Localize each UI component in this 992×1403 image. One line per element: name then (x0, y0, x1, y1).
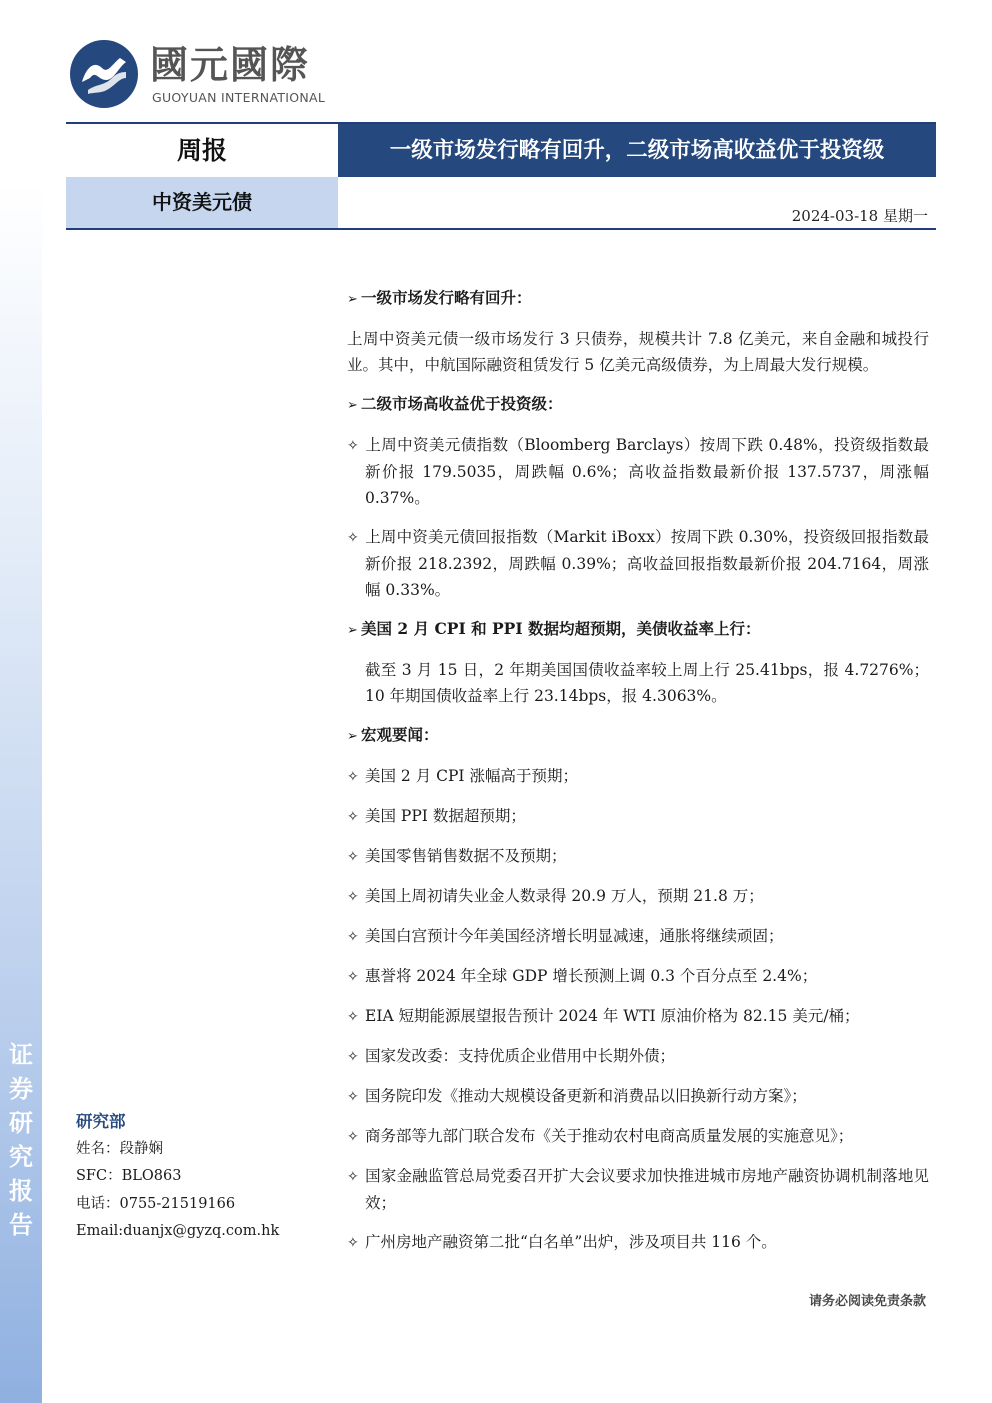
section-title-secondary: ➢ 二级市场高收益优于投资级： (347, 391, 929, 419)
brand-name-en: GUOYUAN INTERNATIONAL (152, 90, 326, 105)
star-icon: ✧ (347, 1089, 359, 1105)
star-icon: ✧ (347, 1009, 359, 1025)
star-icon: ✧ (347, 1235, 359, 1251)
list-item: ✧ 上周中资美元债指数（Bloomberg Barclays）按周下跌 0.48%，投资级指数最新价报 179.5035，周跌幅 0.6%；高收益指数最新价报 137.5737，周涨幅 0.37%。 (347, 432, 929, 511)
disclaimer-link[interactable]: 请务必阅读免责条款 (808, 1294, 926, 1309)
list-item: ✧ 国家发改委：支持优质企业借用中长期外债； (347, 1043, 929, 1070)
logo-mark-icon (68, 38, 140, 110)
list-item: ✧ 美国 PPI 数据超预期； (347, 803, 929, 830)
list-item: ✧ 上周中资美元债回报指数（Markit iBoxx）按周下跌 0.30%，投资级回报指数最新价报 218.2392，周跌幅 0.39%；高收益回报指数最新价报 204.7164，周涨幅 0.33%。 (347, 524, 929, 603)
star-icon: ✧ (347, 1169, 359, 1185)
analyst-dept: 研究部 (76, 1112, 126, 1131)
report-type: 周报 (176, 136, 227, 165)
list-item: ✧ 国务院印发《推动大规模设备更新和消费品以旧换新行动方案》； (347, 1083, 929, 1110)
side-strip-char: 告 (9, 1210, 33, 1239)
star-icon: ✧ (347, 769, 359, 785)
star-icon: ✧ (347, 438, 359, 454)
list-item: ✧ 国家金融监管总局党委召开扩大会议要求加快推进城市房地产融资协调机制落地见效； (347, 1163, 929, 1216)
analyst-info (76, 1108, 336, 1246)
arrow-icon: ➢ (347, 292, 358, 307)
treasury-text: 截至 3 月 15 日，2 年期美国国债收益率较上周上行 25.41bps，报 4.7276%；10 年期国债收益率上行 23.14bps，报 4.3063%。 (365, 661, 929, 705)
section-title-primary: ➢ 一级市场发行略有回升： (347, 285, 929, 313)
star-icon: ✧ (347, 809, 359, 825)
list-item: ✧ 美国白宫预计今年美国经济增长明显减速，通胀将继续顽固； (347, 923, 929, 950)
section-title-treasury: ➢ 美国 2 月 CPI 和 PPI 数据均超预期，美债收益率上行： (347, 616, 929, 644)
star-icon: ✧ (347, 1049, 359, 1065)
side-strip-char: 证 (9, 1040, 33, 1069)
arrow-icon: ➢ (347, 623, 358, 638)
list-item: ✧ 美国上周初请失业金人数录得 20.9 万人，预期 21.8 万； (347, 883, 929, 910)
section-title-macro: ➢ 宏观要闻： (347, 722, 929, 750)
list-item: ✧ 美国零售销售数据不及预期； (347, 843, 929, 870)
list-item: ✧ 广州房地产融资第二批“白名单”出炉，涉及项目共 116 个。 (347, 1229, 929, 1256)
side-strip-char: 报 (9, 1176, 33, 1205)
side-strip-char: 研 (9, 1108, 33, 1137)
analyst-email[interactable]: Email:duanjx@gyzq.com.hk (76, 1223, 280, 1239)
report-body (347, 285, 929, 1269)
list-item: ✧ 惠誉将 2024 年全球 GDP 增长预测上调 0.3 个百分点至 2.4%； (347, 963, 929, 990)
analyst-sfc: SFC：BLO863 (76, 1168, 182, 1184)
star-icon: ✧ (347, 929, 359, 945)
report-headline: 一级市场发行略有回升，二级市场高收益优于投资级 (338, 124, 936, 177)
star-icon: ✧ (347, 1129, 359, 1145)
side-strip-label (4, 1038, 38, 1242)
arrow-icon: ➢ (347, 729, 358, 744)
analyst-phone: 电话：0755-21519166 (76, 1195, 236, 1212)
analyst-name: 姓名：段静娴 (76, 1140, 163, 1157)
report-date: 2024-03-18 星期一 (791, 207, 928, 225)
star-icon: ✧ (347, 889, 359, 905)
star-icon: ✧ (347, 849, 359, 865)
side-strip-char: 券 (9, 1074, 33, 1103)
star-icon: ✧ (347, 530, 359, 546)
star-icon: ✧ (347, 969, 359, 985)
brand-logo (68, 38, 348, 114)
list-item: ✧ EIA 短期能源展望报告预计 2024 年 WTI 原油价格为 82.15 美元/桶； (347, 1003, 929, 1030)
brand-name-cn: 國元國際 (150, 43, 311, 87)
side-strip-char: 究 (9, 1142, 33, 1171)
date-rule (66, 228, 936, 230)
arrow-icon: ➢ (347, 398, 358, 413)
primary-market-text: 上周中资美元债一级市场发行 3 只债券，规模共计 7.8 亿美元，来自金融和城投行业。其中，中航国际融资租赁发行 5 亿美元高级债券，为上周最大发行规模。 (347, 330, 929, 374)
list-item: ✧ 商务部等九部门联合发布《关于推动农村电商高质量发展的实施意见》； (347, 1123, 929, 1150)
list-item: ✧ 美国 2 月 CPI 涨幅高于预期； (347, 763, 929, 790)
report-category: 中资美元债 (66, 177, 338, 228)
